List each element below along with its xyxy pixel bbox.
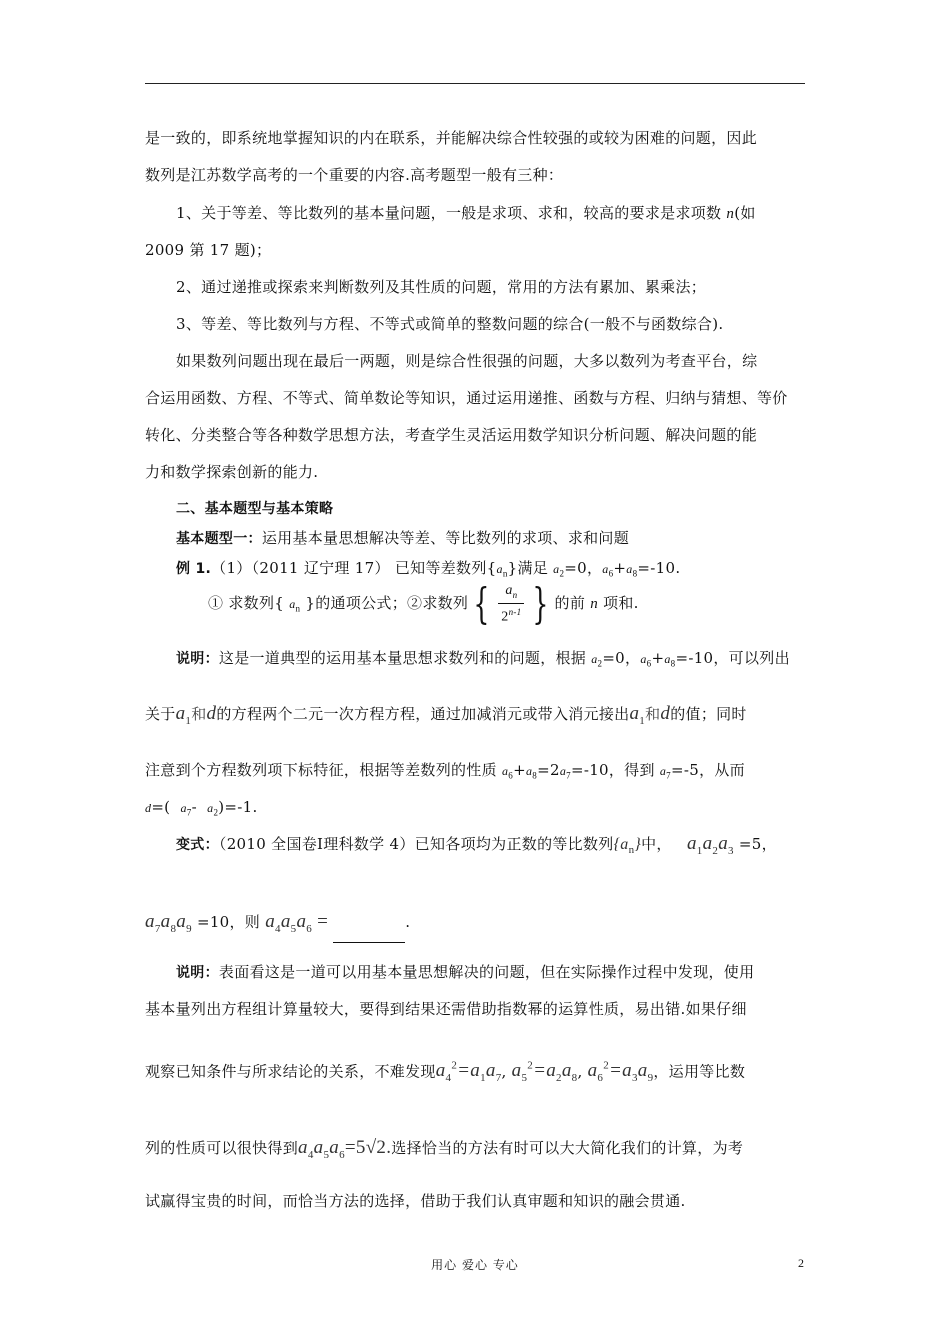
example-1: 例 1.（1）（2011 辽宁理 17） 已知等差数列$\{a_n\}$满足 $a_2=0$，$a_6+a_8=-10$. — [176, 559, 681, 579]
list-item-2: 2、通过递推或探索来判断数列及其性质的问题，常用的方法有累加、累乘法； — [176, 278, 707, 296]
paragraph-line: 力和数学探索创新的能力. — [145, 463, 319, 481]
paragraph-line: 合运用函数、方程、不等式、简单数论等知识，通过运用递推、函数与方程、归纳与猜想、等价 — [145, 389, 788, 407]
left-brace: { — [473, 579, 490, 628]
paragraph-line: 如果数列问题出现在最后一两题，则是综合性很强的问题，大多以数列为考查平台，综 — [176, 352, 758, 370]
note-2-line-3: 观察已知条件与所求结论的关系，不难发现$a_4^2=a_1a_7$, $a_5^2=a_2a_8$, $a_6^2=a_3a_9$，运用等比数 — [145, 1060, 746, 1085]
list-item-1: 1、关于等差、等比数列的基本量问题，一般是求项、求和，较高的要求是求项数 n(如 — [176, 204, 756, 222]
note-2-line-4: 列的性质可以很快得到$a_4a_5a_6=5√2$.选择恰当的方法有时可以大大简化我们的计算，为考 — [145, 1137, 744, 1161]
note-1-line-3: 注意到个方程数列项下标特征，根据等差数列的性质 $a_6+a_8=2a_7=-10$，得到 $a_7=-5$，从而 — [145, 761, 745, 781]
page-number: 2 — [798, 1256, 804, 1270]
note-2-line-1: 说明：表面看这是一道可以用基本量思想解决的问题，但在实际操作过程中发现，使用 — [176, 963, 755, 981]
note-2-line-5: 试赢得宝贵的时间，而恰当方法的选择，借助于我们认真审题和知识的融会贯通. — [145, 1192, 686, 1210]
answer-blank — [333, 928, 405, 943]
page-footer: 用心 爱心 专心 — [431, 1258, 519, 1272]
section-heading: 二、基本题型与基本策略 — [176, 501, 334, 517]
paragraph-line: 是一致的，即系统地掌握知识的内在联系，并能解决综合性较强的或较为困难的问题，因此 — [145, 129, 758, 147]
paragraph-line: 数列是江苏数学高考的一个重要的内容.高考题型一般有三种： — [145, 166, 564, 184]
note-1-line-2: 关于$a_1$和d的方程两个二元一次方程方程，通过加减消元或带入消元接出$a_1$和d的值；同时 — [145, 703, 747, 727]
right-brace: } — [532, 579, 550, 628]
example-1-questions: ① 求数列{ $a_n$ }的通项公式；②求数列 { $\frac{a_n}{2^{n-1}}$ } 的前 n 项和. — [208, 579, 639, 628]
fraction: $\frac{a_n}{2^{n-1}}$ — [498, 583, 524, 625]
variant-line-2: $a_7a_8a_9 =10$，则 $a_4a_5a_6$ = . — [145, 908, 805, 936]
list-item-1-cont: 2009 第 17 题)； — [145, 241, 272, 259]
note-2-line-2: 基本量列出方程组计算量较大，要得到结果还需借助指数幂的运算性质，易出错.如果仔细 — [145, 1000, 747, 1018]
header-rule — [145, 83, 805, 84]
note-1-line-4: d=( $a_7-$ $a_2)=-1$. — [145, 798, 258, 818]
variant-line-1: 变式：（2010 全国卷Ⅰ理科数学 4）已知各项均为正数的等比数列$\{a_n\}$中， $a_1a_2a_3 =5$， — [176, 833, 777, 857]
paragraph-line: 转化、分类整合等各种数学思想方法，考查学生灵活运用数学知识分析问题、解决问题的能 — [145, 426, 758, 444]
basic-type-heading: 基本题型一：运用基本量思想解决等差、等比数列的求项、求和问题 — [176, 529, 630, 547]
list-item-3: 3、等差、等比数列与方程、不等式或简单的整数问题的综合(一般不与函数综合). — [176, 315, 724, 333]
note-1-line-1: 说明：这是一道典型的运用基本量思想求数列和的问题，根据 $a_2=0$，$a_6+a_8=-10$，可以列出 — [176, 649, 790, 669]
